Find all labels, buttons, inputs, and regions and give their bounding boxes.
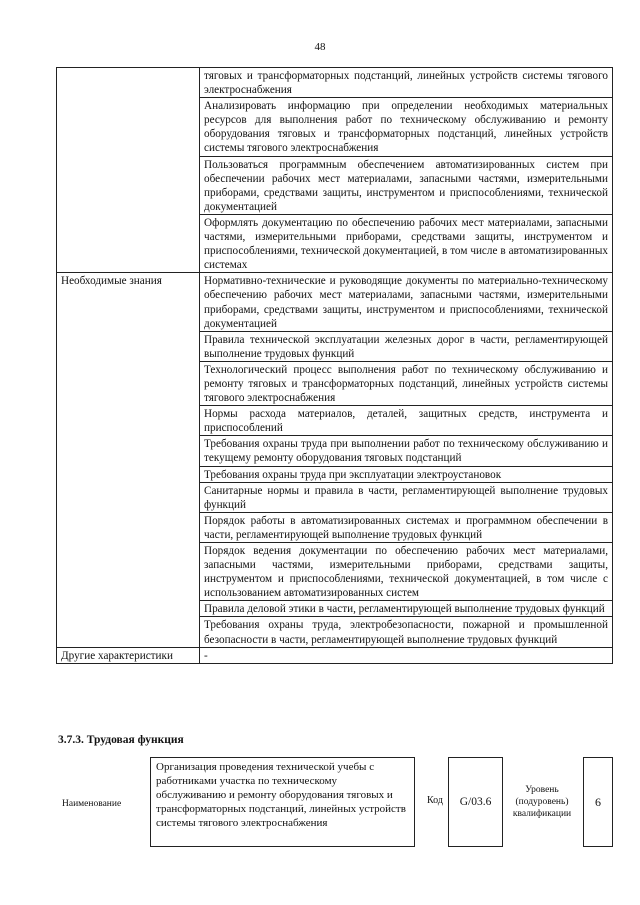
table-cell: Оформлять документацию по обеспечению рабочих мест материалами, запасными частями, измерительными приборами, средствами защиты, инструментом и приспособлениями, технической документацией, в том числе в автоматизированных системах: [200, 214, 613, 272]
table-cell: Требования охраны труда при эксплуатации электроустановок: [200, 466, 613, 482]
qualification-level-box: 6: [583, 757, 613, 847]
table-cell: Технологический процесс выполнения работ по техническому обслуживанию и ремонту тяговых и трансформаторных подстанций, линейных устройств системы тягового электроснабжения: [200, 361, 613, 405]
table-cell: Нормы расхода материалов, деталей, защитных средств, инструмента и приспособлений: [200, 406, 613, 436]
table-cell: Анализировать информацию при определении необходимых материальных ресурсов для выполнения работ по техническому обслуживанию и ремонту оборудования тяговых и трансформаторных подстанций, линейных устройств системы тягового электроснабжения: [200, 98, 613, 156]
table-cell: Санитарные нормы и правила в части, регламентирующей выполнение трудовых функций: [200, 482, 613, 512]
table-cell: Требования охраны труда при выполнении работ по техническому обслуживанию и текущему ремонту оборудования тяговых подстанций: [200, 436, 613, 466]
table-cell: Нормативно-технические и руководящие документы по материально-техническому обеспечению рабочих мест материалами, запасными частями, измерительными приборами, средствами защиты, инструментом и приспособлениями, технической документацией: [200, 273, 613, 331]
row-label-other-characteristics: Другие характеристики: [57, 647, 200, 663]
table-row: [57, 273, 613, 331]
function-name-box: Организация проведения технической учебы с работниками участка по техническому обслуживанию и ремонту оборудования тяговых и трансформаторных подстанций, линейных устройств системы тягового электроснабжения: [150, 757, 415, 847]
name-label: Наименование: [62, 799, 122, 809]
table-row: [57, 647, 613, 663]
table-cell: Правила деловой этики в части, регламентирующей выполнение трудовых функций: [200, 601, 613, 617]
table-cell: -: [200, 647, 613, 663]
code-label: Код: [427, 795, 443, 806]
table-cell: Пользоваться программным обеспечением автоматизированных систем при обеспечении рабочих мест материалами, запасными частями, измерительными приборами, средствами защиты, инструментом и приспособлениями, технической документацией: [200, 156, 613, 214]
section-title: 3.7.3. Трудовая функция: [58, 734, 184, 746]
knowledge-skills-table: [56, 67, 613, 664]
table-cell: тяговых и трансформаторных подстанций, линейных устройств системы тягового электроснабжения: [200, 68, 613, 98]
table-cell: Порядок ведения документации по обеспечению рабочих мест материалами, запасными частями, измерительными приборами, средствами защиты, инструментом и приспособлениями, технической документацией, в том числе с использованием автоматизированных систем: [200, 543, 613, 601]
table-row: [57, 68, 613, 98]
row-label: [57, 68, 200, 273]
table-cell: Требования охраны труда, электробезопасности, пожарной и промышленной безопасности в части, регламентирующей выполнение трудовых функций: [200, 617, 613, 647]
table-cell: Правила технической эксплуатации железных дорог в части, регламентирующей выполнение трудовых функций: [200, 331, 613, 361]
qualification-level-label: Уровень (подуровень) квалификации: [512, 785, 572, 819]
labor-function-header: [0, 757, 640, 852]
page-number: 48: [314, 41, 326, 53]
table-cell: Порядок работы в автоматизированных системах и программном обеспечении в части, регламентирующей выполнение трудовых функций: [200, 512, 613, 542]
function-code-box: G/03.6: [448, 757, 503, 847]
row-label-required-knowledge: Необходимые знания: [57, 273, 200, 647]
